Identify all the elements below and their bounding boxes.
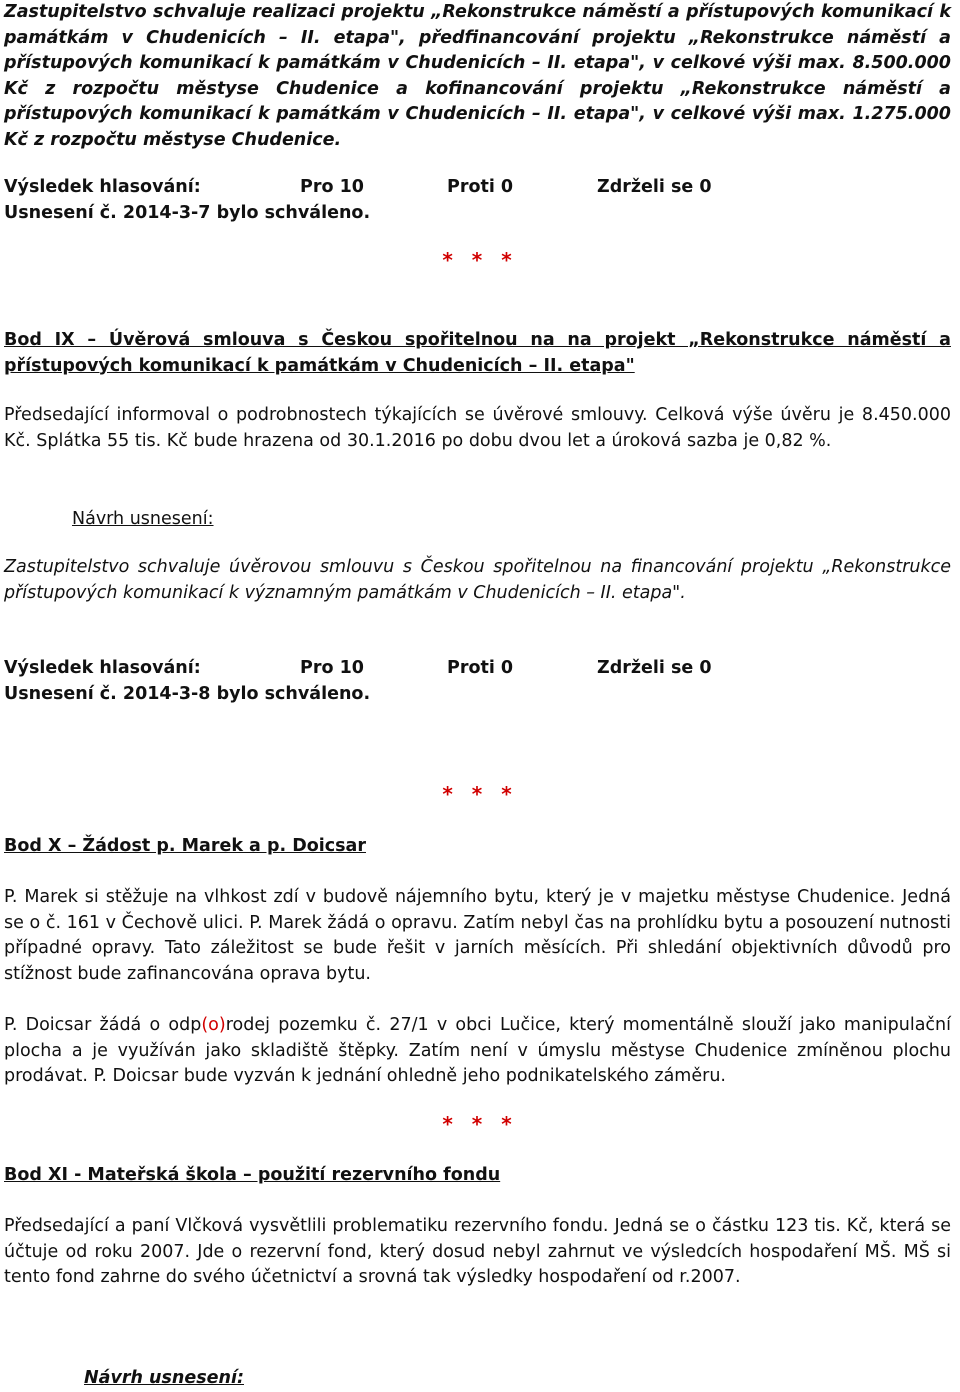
bod-ix-proposal: Zastupitelstvo schvaluje úvěrovou smlouvu s Českou spořitelnou na financování projektu „Rekonstrukce přístupových komunikací k významným památkám v Chudenicích – II. etapa". xyxy=(4,557,951,603)
bod-ix-text: Předsedající informoval o podrobnostech týkajících se úvěrové smlouvy. Celková výše úvěru je 8.450.000 Kč. Splátka 55 tis. Kč bude hrazena od 30.1.2016 po dobu dvou let a úroková sazba je 0,82 %. xyxy=(4,405,951,451)
bod-x-paragraph-marek: P. Marek si stěžuje na vlhkost zdí v budově nájemního bytu, který je v majetku městyse Chudenice. Jedná se o č. 161 v Čechově ulici. P. Marek žádá o opravu. Zatím nebyl čas na prohlídku bytu a posouzení nutnosti případné opravy. Tato záležitost se bude řešit v jarních měsících. Při shledání objektivních důvodů pro stížnost bude zafinancována oprava bytu. xyxy=(4,887,951,984)
section-separator: * * * xyxy=(442,782,518,806)
section-separator: * * * xyxy=(442,1112,518,1136)
bod-x-title: Bod X – Žádost p. Marek a p. Doicsar xyxy=(4,836,366,856)
vote-label: Výsledek hlasování: xyxy=(4,658,201,678)
resolution-approved-1: Usnesení č. 2014-3-7 bylo schváleno. xyxy=(4,203,371,223)
correction-highlight: (o) xyxy=(201,1015,226,1035)
bod-xi-proposal-label: Návrh usnesení: xyxy=(84,1368,244,1388)
vote-pro: Pro 10 xyxy=(300,177,364,197)
vote-result-1 xyxy=(4,175,951,201)
bod-xi-title: Bod XI - Mateřská škola – použití rezervního fondu xyxy=(4,1165,501,1185)
bod-xi-text: Předsedající a paní Vlčková vysvětlili problematiku rezervního fondu. Jedná se o částku 123 tis. Kč, která se účtuje od roku 2007. Jde o rezervní fond, který dosud nebyl zahrnut ve výsledcích hospodaření MŠ. MŠ si tento fond zahrne do svého účetnictví a srovná tak výsledky hospodaření od r.2007. xyxy=(4,1216,951,1287)
resolution-approved-2: Usnesení č. 2014-3-8 bylo schváleno. xyxy=(4,684,371,704)
bod-ix-title: Bod IX – Úvěrová smlouva s Českou spořitelnou na na projekt „Rekonstrukce náměstí a přístupových komunikací k památkám v Chudenicích – II. etapa" xyxy=(4,330,951,376)
bod-ix-proposal-label: Návrh usnesení: xyxy=(72,509,214,529)
vote-zdrzeli: Zdrželi se 0 xyxy=(597,177,712,197)
resolution-text-prefinancing: Zastupitelstvo schvaluje realizaci projektu „Rekonstrukce náměstí a přístupových komunikací k památkám v Chudenicích – II. etapa", předfinancování projektu „Rekonstrukce náměstí a přístupových komunikací k památkám v Chudenicích – II. etapa", v celkové výši max. 8.500.000 Kč z rozpočtu městyse Chudenice a kofinancování projektu „Rekonstrukce náměstí a přístupových komunikací k památkám v Chudenicích – II. etapa", v celkové výši max. 1.275.000 Kč z rozpočtu městyse Chudenice. xyxy=(4,2,951,150)
doicsar-text-start: P. Doicsar žádá o odp xyxy=(4,1015,202,1035)
vote-label: Výsledek hlasování: xyxy=(4,177,201,197)
doicsar-text-end: rodej pozemku č. 27/1 v obci Lučice, který momentálně slouží jako manipulační plocha a je využíván jako skladiště štěpky. Zatím není v úmyslu městyse Chudenice zmíněnou plochu prodávat. P. Doicsar bude vyzván k jednání ohledně jeho podnikatelského záměru. xyxy=(4,1015,952,1086)
vote-proti: Proti 0 xyxy=(447,177,514,197)
section-separator: * * * xyxy=(442,248,518,272)
vote-proti: Proti 0 xyxy=(447,658,514,678)
vote-zdrzeli: Zdrželi se 0 xyxy=(597,658,712,678)
bod-x-paragraph-doicsar xyxy=(4,1013,951,1090)
vote-pro: Pro 10 xyxy=(300,658,364,678)
vote-result-2 xyxy=(4,656,951,682)
